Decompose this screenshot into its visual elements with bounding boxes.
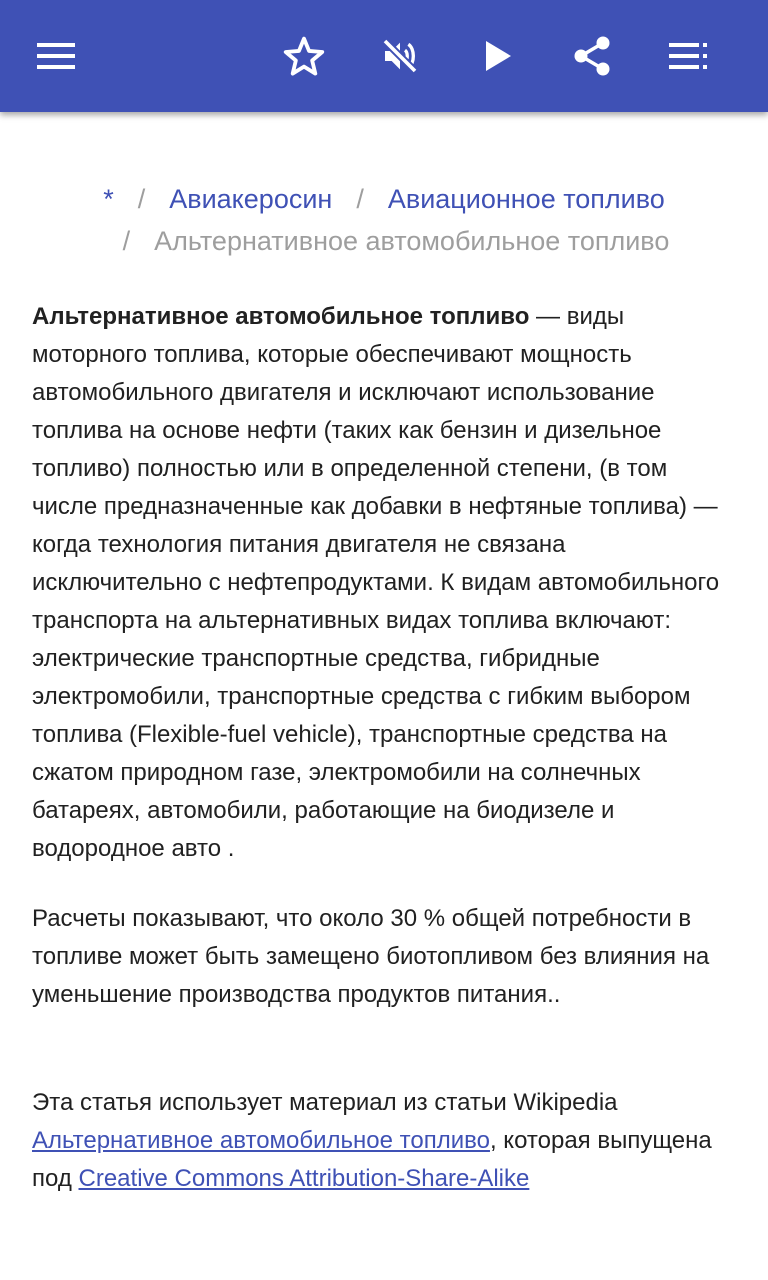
article-content	[0, 112, 768, 1280]
breadcrumb-separator: /	[137, 184, 146, 214]
menu-button[interactable]	[28, 28, 84, 84]
article-body	[32, 298, 738, 1198]
article-definition: — виды моторного топлива, которые обеспечивают мощность автомобильного двигателя и исключают использование топлива на основе нефти (таких как бензин и дизельное топливо) полностью или в определенной степени, (в том числе предназначенные как добавки в нефтяные топлива) — когда технология питания двигателя не связана исключительно с нефтепродуктами. К видам автомобильного транспорта на альтернативных видах топлива включают: электрические транспортные средства, гибридные электромобили, транспортные средства с гибким выбором топлива (Flexible-fuel vehicle), транспортные средства на сжатом природном газе, электромобили на солнечных батареях, автомобили, работающие на биодизеле и водородное авто .	[32, 303, 720, 862]
play-button[interactable]	[470, 28, 526, 84]
article-paragraph: Расчеты показывают, что около 30 % общей потребности в топливе может быть замещено биотопливом без влияния на уменьшение производства продуктов питания..	[32, 905, 710, 1008]
play-icon	[484, 41, 512, 71]
share-icon	[573, 36, 611, 76]
attribution-prefix: Эта статья использует материал из статьи Wikipedia	[32, 1089, 618, 1116]
mute-button[interactable]	[372, 28, 428, 84]
breadcrumb-item-aviakerosin[interactable]: Авиакеросин	[169, 184, 333, 214]
breadcrumb	[32, 178, 736, 262]
favorite-button[interactable]	[276, 28, 332, 84]
share-button[interactable]	[564, 28, 620, 84]
license-link[interactable]: Creative Commons Attribution-Share-Alike	[78, 1165, 530, 1192]
star-icon	[283, 36, 325, 76]
breadcrumb-current: Альтернативное автомобильное топливо	[154, 226, 670, 256]
breadcrumb-home[interactable]: *	[103, 184, 114, 214]
volume-off-icon	[380, 36, 420, 76]
attribution	[32, 1084, 738, 1198]
breadcrumb-separator: /	[122, 226, 131, 256]
breadcrumb-item-aviation-fuel[interactable]: Авиационное топливо	[387, 184, 665, 214]
app-bar	[0, 0, 768, 112]
list-icon	[669, 43, 707, 69]
contents-button[interactable]	[660, 28, 716, 84]
breadcrumb-separator: /	[356, 184, 364, 214]
article-term: Альтернативное автомобильное топливо	[32, 303, 530, 330]
article-paragraph	[32, 298, 738, 868]
menu-icon	[37, 43, 75, 69]
wikipedia-article-link[interactable]: Альтернативное автомобильное топливо	[32, 1127, 490, 1154]
attribution-mid: , которая выпущена под	[32, 1127, 712, 1192]
